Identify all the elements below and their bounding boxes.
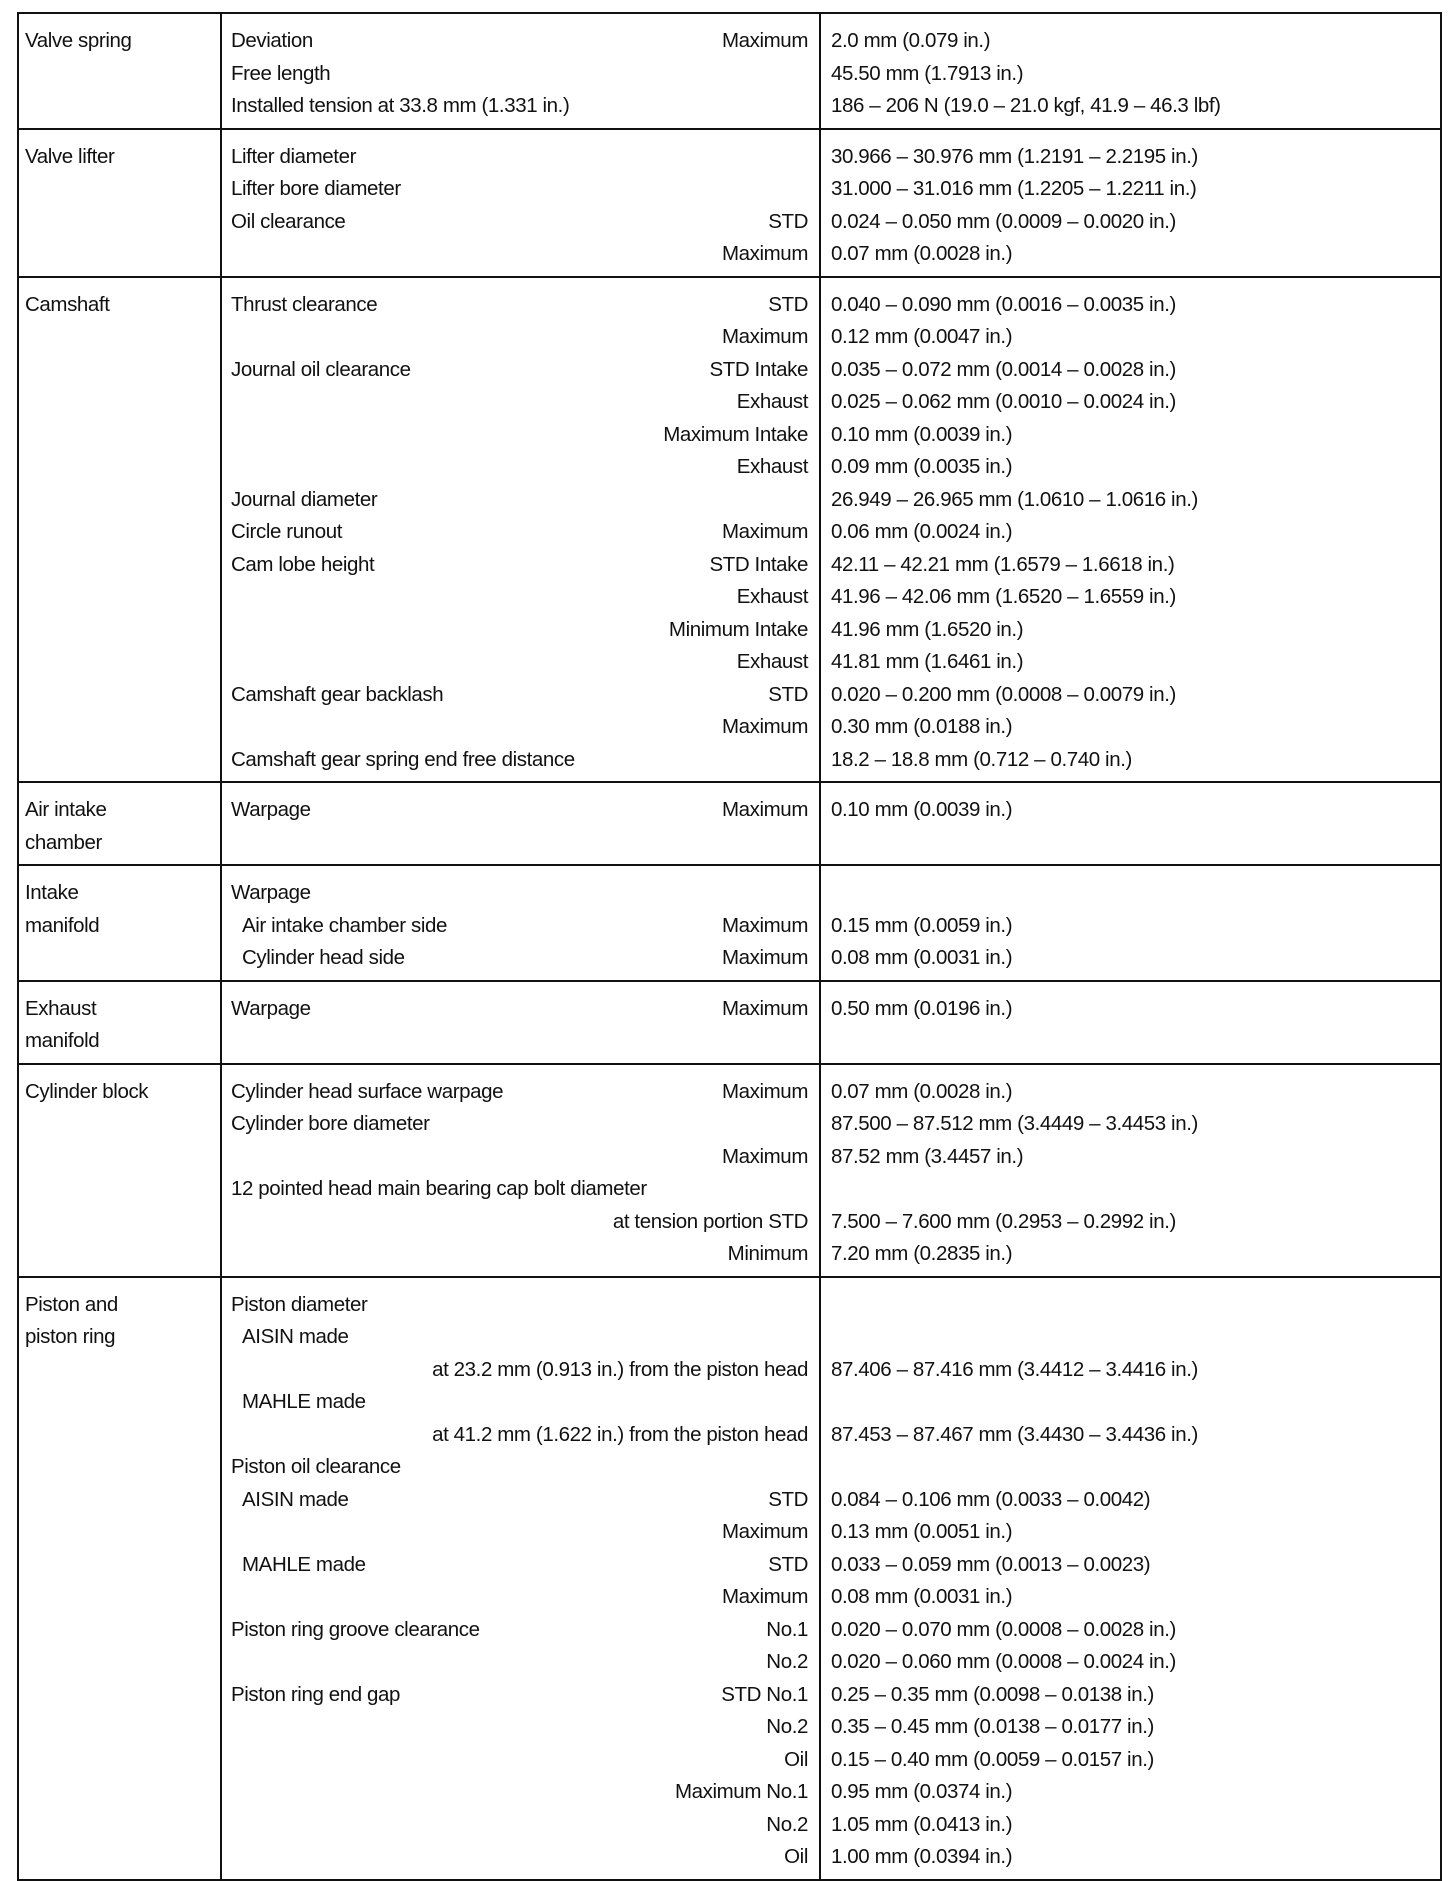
- spec-item-label: Piston oil clearance: [231, 1455, 401, 1478]
- spec-qualifier: Maximum: [721, 325, 808, 348]
- section-category: Air intake chamber: [25, 798, 107, 854]
- spec-qualifier: No.2: [766, 1715, 808, 1738]
- spec-item-line: [222, 484, 819, 517]
- section-items-cell: [221, 13, 820, 129]
- spec-value: 0.50 mm (0.0196 in.): [831, 996, 1013, 1020]
- spec-value: 41.96 mm (1.6520 in.): [831, 617, 1024, 641]
- spec-qualifier: STD: [768, 292, 808, 316]
- spec-value: 0.07 mm (0.0028 in.): [831, 242, 1013, 265]
- spec-value: [821, 1451, 1440, 1484]
- spec-qualifier: Exhaust: [736, 455, 808, 478]
- spec-value: [821, 1321, 1440, 1354]
- spec-value: 0.13 mm (0.0051 in.): [831, 1520, 1013, 1543]
- spec-item-label: Lifter diameter: [231, 144, 357, 168]
- spec-item-label: Camshaft gear spring end free distance: [231, 747, 575, 771]
- section-category: Valve spring: [25, 29, 132, 52]
- spec-item-line: [222, 1451, 819, 1484]
- spec-qualifier: Maximum: [721, 520, 808, 543]
- spec-item-line: [222, 354, 819, 387]
- spec-qualifier: Maximum: [721, 1520, 808, 1543]
- spec-item-line: [222, 744, 819, 777]
- spec-item-line: [222, 1841, 819, 1874]
- spec-item-label: Circle runout: [231, 520, 343, 543]
- spec-value: [821, 1386, 1440, 1419]
- spec-qualifier: Exhaust: [736, 585, 808, 608]
- spec-value: 1.05 mm (0.0413 in.): [831, 1812, 1013, 1836]
- spec-qualifier: STD: [768, 209, 808, 233]
- section-category: Intake manifold: [25, 881, 100, 937]
- spec-item-label: 12 pointed head main bearing cap bolt diameter: [231, 1177, 647, 1200]
- spec-value: 0.040 – 0.090 mm (0.0016 – 0.0035 in.): [831, 292, 1176, 316]
- spec-item-line: [222, 1141, 819, 1174]
- spec-item-line: [222, 942, 819, 975]
- spec-value: 2.0 mm (0.079 in.): [831, 29, 991, 52]
- spec-value: 87.500 – 87.512 mm (3.4449 – 3.4453 in.): [831, 1112, 1198, 1135]
- spec-item-label: Warpage: [231, 798, 311, 821]
- spec-value: 0.020 – 0.070 mm (0.0008 – 0.0028 in.): [831, 1617, 1176, 1641]
- spec-item-label: MAHLE made: [242, 1390, 366, 1413]
- spec-value: 7.500 – 7.600 mm (0.2953 – 0.2992 in.): [831, 1209, 1176, 1233]
- spec-section: [18, 865, 1441, 981]
- spec-table-body: [18, 13, 1441, 1880]
- spec-value: 0.10 mm (0.0039 in.): [831, 422, 1013, 446]
- spec-item-line: [222, 1484, 819, 1517]
- spec-item-line: [222, 1025, 819, 1058]
- spec-qualifier: Maximum: [721, 242, 808, 265]
- spec-value: 0.30 mm (0.0188 in.): [831, 715, 1013, 738]
- section-items-cell: [221, 1064, 820, 1277]
- section-values-cell: [820, 981, 1441, 1064]
- spec-item-line: [222, 1711, 819, 1744]
- spec-qualifier: Minimum: [727, 1242, 808, 1265]
- spec-item-line: [222, 1289, 819, 1322]
- spec-section: [18, 1277, 1441, 1880]
- section-category: Valve lifter: [25, 144, 115, 168]
- spec-item-line: [222, 827, 819, 860]
- spec-qualifier: No.2: [766, 1650, 808, 1673]
- spec-value: 186 – 206 N (19.0 – 21.0 kgf, 41.9 – 46.3 lbf): [831, 94, 1221, 117]
- section-category: Piston and piston ring: [25, 1292, 118, 1348]
- section-items-cell: [221, 277, 820, 783]
- spec-qualifier: Maximum: [721, 1585, 808, 1608]
- spec-item-line: [222, 1108, 819, 1141]
- spec-item-line: [222, 1646, 819, 1679]
- spec-qualifier: STD Intake: [709, 552, 808, 576]
- section-category-cell: [18, 277, 221, 783]
- spec-item-line: [222, 1173, 819, 1206]
- spec-item-line: [222, 679, 819, 712]
- spec-item-line: [222, 1206, 819, 1239]
- section-items-cell: [221, 782, 820, 865]
- spec-item-line: [222, 1419, 819, 1452]
- spec-item-label: Lifter bore diameter: [231, 177, 401, 200]
- spec-item-line: [222, 1238, 819, 1271]
- spec-value: 0.020 – 0.200 mm (0.0008 – 0.0079 in.): [831, 682, 1176, 706]
- spec-item-line: [222, 386, 819, 419]
- spec-item-line: [222, 711, 819, 744]
- spec-value: 0.15 mm (0.0059 in.): [831, 913, 1013, 937]
- spec-section: [18, 13, 1441, 129]
- spec-value: 0.12 mm (0.0047 in.): [831, 325, 1013, 348]
- spec-item-line: [222, 794, 819, 827]
- spec-item-label: AISIN made: [242, 1487, 349, 1511]
- spec-value: 41.81 mm (1.6461 in.): [831, 650, 1024, 673]
- spec-value: 0.10 mm (0.0039 in.): [831, 798, 1013, 821]
- spec-value: 87.453 – 87.467 mm (3.4430 – 3.4436 in.): [831, 1422, 1198, 1446]
- spec-item-label: Journal oil clearance: [231, 357, 411, 381]
- spec-item-line: [222, 451, 819, 484]
- spec-item-line: [222, 1354, 819, 1387]
- section-values-cell: [820, 865, 1441, 981]
- spec-value: 7.20 mm (0.2835 in.): [831, 1242, 1013, 1265]
- spec-value: 0.035 – 0.072 mm (0.0014 – 0.0028 in.): [831, 357, 1176, 381]
- spec-item-label: Camshaft gear backlash: [231, 682, 444, 706]
- spec-qualifier: Maximum: [721, 996, 808, 1020]
- spec-value: 42.11 – 42.21 mm (1.6579 – 1.6618 in.): [831, 552, 1175, 576]
- spec-section: [18, 981, 1441, 1064]
- spec-value: 0.08 mm (0.0031 in.): [831, 1585, 1013, 1608]
- spec-value: 87.52 mm (3.4457 in.): [831, 1144, 1024, 1168]
- spec-item-label: Piston ring groove clearance: [231, 1617, 480, 1641]
- spec-section: [18, 129, 1441, 277]
- spec-value: 31.000 – 31.016 mm (1.2205 – 1.2211 in.): [831, 177, 1197, 200]
- spec-qualifier: No.1: [766, 1617, 808, 1641]
- spec-item-line: [222, 1549, 819, 1582]
- section-category-cell: [18, 13, 221, 129]
- spec-item-line: [222, 25, 819, 58]
- spec-qualifier: No.2: [766, 1812, 808, 1836]
- spec-item-line: [222, 614, 819, 647]
- spec-item-label: Installed tension at 33.8 mm (1.331 in.): [231, 94, 570, 117]
- spec-qualifier: STD: [768, 1552, 808, 1576]
- spec-item-line: [222, 1581, 819, 1614]
- spec-item-line: [222, 321, 819, 354]
- spec-qualifier: at 41.2 mm (1.622 in.) from the piston head: [432, 1422, 808, 1446]
- section-category-cell: [18, 1277, 221, 1880]
- spec-item-line: [222, 1776, 819, 1809]
- spec-value: 87.406 – 87.416 mm (3.4412 – 3.4416 in.): [831, 1357, 1198, 1381]
- spec-qualifier: Oil: [784, 1845, 808, 1868]
- spec-item-line: [222, 581, 819, 614]
- spec-item-line: [222, 238, 819, 271]
- section-items-cell: [221, 129, 820, 277]
- spec-item-label: Piston diameter: [231, 1292, 368, 1316]
- spec-value: [821, 827, 1440, 860]
- spec-value: 0.25 – 0.35 mm (0.0098 – 0.0138 in.): [831, 1682, 1154, 1706]
- spec-qualifier: Maximum: [721, 715, 808, 738]
- spec-value: 0.084 – 0.106 mm (0.0033 – 0.0042): [831, 1487, 1151, 1511]
- spec-value: 0.15 – 0.40 mm (0.0059 – 0.0157 in.): [831, 1747, 1154, 1771]
- section-category: Exhaust manifold: [25, 996, 100, 1052]
- spec-item-label: Cylinder head side: [242, 946, 405, 969]
- spec-item-line: [222, 646, 819, 679]
- spec-qualifier: STD No.1: [721, 1682, 808, 1706]
- spec-value: 0.025 – 0.062 mm (0.0010 – 0.0024 in.): [831, 390, 1176, 413]
- spec-qualifier: Maximum: [721, 913, 808, 937]
- spec-item-line: [222, 90, 819, 123]
- spec-item-line: [222, 1516, 819, 1549]
- spec-item-label: MAHLE made: [242, 1552, 366, 1576]
- spec-item-line: [222, 549, 819, 582]
- section-category-cell: [18, 865, 221, 981]
- spec-item-label: AISIN made: [242, 1325, 349, 1348]
- spec-item-label: Cylinder head surface warpage: [231, 1079, 504, 1103]
- spec-section: [18, 277, 1441, 783]
- spec-value: 0.09 mm (0.0035 in.): [831, 455, 1013, 478]
- spec-item-label: Oil clearance: [231, 209, 346, 233]
- section-category-cell: [18, 981, 221, 1064]
- spec-item-label: Deviation: [231, 29, 313, 52]
- spec-value: [821, 877, 1440, 910]
- spec-item-label: Air intake chamber side: [242, 913, 448, 937]
- spec-qualifier: at tension portion STD: [612, 1209, 808, 1233]
- spec-item-label: Piston ring end gap: [231, 1682, 401, 1706]
- spec-item-label: Journal diameter: [231, 487, 378, 511]
- spec-value: 0.07 mm (0.0028 in.): [831, 1079, 1013, 1103]
- spec-value: 45.50 mm (1.7913 in.): [831, 61, 1024, 85]
- section-values-cell: [820, 1064, 1441, 1277]
- section-values-cell: [820, 129, 1441, 277]
- spec-item-line: [222, 993, 819, 1026]
- spec-qualifier: STD: [768, 1487, 808, 1511]
- spec-item-line: [222, 419, 819, 452]
- spec-item-line: [222, 58, 819, 91]
- spec-qualifier: Maximum: [721, 946, 808, 969]
- spec-section: [18, 782, 1441, 865]
- spec-value: 0.06 mm (0.0024 in.): [831, 520, 1013, 543]
- spec-item-line: [222, 516, 819, 549]
- spec-value: 0.08 mm (0.0031 in.): [831, 946, 1013, 969]
- spec-value: 18.2 – 18.8 mm (0.712 – 0.740 in.): [831, 747, 1132, 771]
- spec-item-label: Thrust clearance: [231, 292, 378, 316]
- spec-item-line: [222, 289, 819, 322]
- spec-item-line: [222, 1614, 819, 1647]
- spec-item-line: [222, 910, 819, 943]
- section-values-cell: [820, 13, 1441, 129]
- section-category-cell: [18, 1064, 221, 1277]
- spec-value: 30.966 – 30.976 mm (1.2191 – 2.2195 in.): [831, 144, 1198, 168]
- spec-item-line: [222, 877, 819, 910]
- spec-value: 1.00 mm (0.0394 in.): [831, 1845, 1013, 1868]
- spec-qualifier: at 23.2 mm (0.913 in.) from the piston head: [432, 1357, 808, 1381]
- spec-table: [17, 12, 1442, 1881]
- spec-qualifier: Maximum: [721, 1144, 808, 1168]
- spec-qualifier: Exhaust: [736, 650, 808, 673]
- spec-value: 0.020 – 0.060 mm (0.0008 – 0.0024 in.): [831, 1650, 1176, 1673]
- section-values-cell: [820, 782, 1441, 865]
- spec-qualifier: Maximum Intake: [663, 422, 808, 446]
- spec-section: [18, 1064, 1441, 1277]
- spec-qualifier: Maximum: [721, 29, 808, 52]
- spec-qualifier: Maximum: [721, 798, 808, 821]
- section-category: Cylinder block: [25, 1079, 149, 1103]
- section-items-cell: [221, 865, 820, 981]
- spec-qualifier: STD Intake: [709, 357, 808, 381]
- spec-item-line: [222, 1744, 819, 1777]
- section-category-cell: [18, 782, 221, 865]
- section-values-cell: [820, 1277, 1441, 1880]
- spec-qualifier: Exhaust: [736, 390, 808, 413]
- spec-item-label: Cylinder bore diameter: [231, 1112, 430, 1135]
- section-items-cell: [221, 981, 820, 1064]
- section-category: Camshaft: [25, 292, 110, 316]
- spec-item-line: [222, 1679, 819, 1712]
- spec-item-line: [222, 1386, 819, 1419]
- spec-value: [821, 1289, 1440, 1322]
- spec-value: 0.024 – 0.050 mm (0.0009 – 0.0020 in.): [831, 209, 1176, 233]
- spec-value: [821, 1173, 1440, 1206]
- section-items-cell: [221, 1277, 820, 1880]
- spec-value: 0.033 – 0.059 mm (0.0013 – 0.0023): [831, 1552, 1151, 1576]
- spec-qualifier: Maximum: [721, 1079, 808, 1103]
- spec-item-line: [222, 1809, 819, 1842]
- spec-qualifier: Oil: [784, 1747, 808, 1771]
- spec-item-line: [222, 173, 819, 206]
- spec-qualifier: Maximum No.1: [674, 1780, 808, 1803]
- spec-value: 0.35 – 0.45 mm (0.0138 – 0.0177 in.): [831, 1715, 1154, 1738]
- spec-value: 0.95 mm (0.0374 in.): [831, 1780, 1013, 1803]
- spec-item-line: [222, 1076, 819, 1109]
- spec-item-label: Warpage: [231, 996, 311, 1020]
- spec-item-line: [222, 1321, 819, 1354]
- spec-item-line: [222, 206, 819, 239]
- section-category-cell: [18, 129, 221, 277]
- spec-qualifier: STD: [768, 682, 808, 706]
- section-values-cell: [820, 277, 1441, 783]
- spec-value: 41.96 – 42.06 mm (1.6520 – 1.6559 in.): [831, 585, 1176, 608]
- spec-item-label: Cam lobe height: [231, 552, 375, 576]
- spec-item-label: Warpage: [231, 881, 311, 904]
- spec-value: 26.949 – 26.965 mm (1.0610 – 1.0616 in.): [831, 487, 1198, 511]
- spec-qualifier: Minimum Intake: [668, 617, 808, 641]
- spec-item-line: [222, 141, 819, 174]
- spec-item-label: Free length: [231, 61, 331, 85]
- spec-value: [821, 1025, 1440, 1058]
